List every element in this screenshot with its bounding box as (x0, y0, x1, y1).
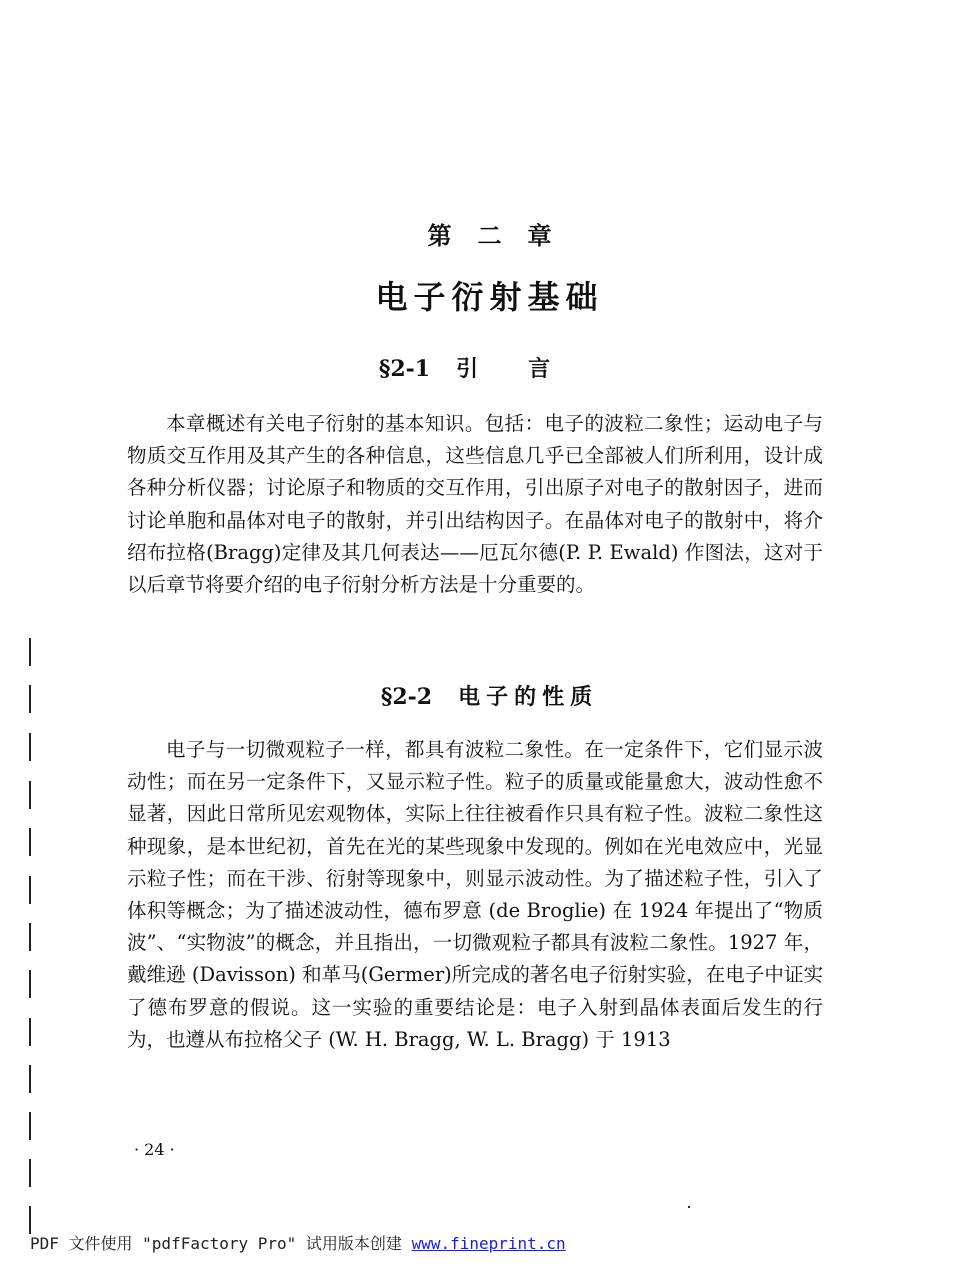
section-number: §2-1 (378, 356, 431, 382)
left-margin-rule (29, 923, 31, 951)
left-margin-rule (29, 685, 31, 713)
section-paragraph: 本章概述有关电子衍射的基本知识。包括：电子的波粒二象性；运动电子与物质交互作用及其产生的各种信息，这些信息几乎已全部被人们所利用，设计成各种分析仪器；讨论原子和物质的交互作用，引出原子对电子的散射因子，进而讨论单胞和晶体对电子的散射，并引出结构因子。在晶体对电子的散射中，将介绍布拉格(Bragg)定律及其几何表达——厄瓦尔德(P. P. Ewald) 作图法，这对于以后章节将要介绍的电子衍射分析方法是十分重要的。 (127, 412, 823, 597)
section-heading-2-2 (0, 680, 979, 711)
left-margin-rule (29, 1018, 31, 1046)
section-title: 电子的性质 (458, 684, 599, 710)
section-heading-2-1 (0, 352, 979, 383)
section-paragraph: 电子与一切微观粒子一样，都具有波粒二象性。在一定条件下，它们显示波动性；而在另一定条件下，又显示粒子性。粒子的质量或能量愈大，波动性愈不显著，因此日常所见宏观物体，实际上往往被看作只具有粒子性。波粒二象性这种现象，是本世纪初，首先在光的某些现象中发现的。例如在光电效应中，光显示粒子性；而在干涉、衍射等现象中，则显示波动性。为了描述粒子性，引入了体积等概念；为了描述波动性，德布罗意 (de Broglie) 在 1924 年提出了“物质波”、“实物波”的概念，并且指出，一切微观粒子都具有波粒二象性。1927 年，戴维逊 (Davisson) 和革马(Germer)所完成的著名电子衍射实验，在电子中证实了德布罗意的假说。这一实验的重要结论是：电子入射到晶体表面后发生的行为，也遵从布拉格父子 (W. H. Bragg, W. L. Bragg) 于 1913 (127, 738, 823, 1051)
footer-text: PDF 文件使用 "pdfFactory Pro" 试用版本创建 (30, 1234, 412, 1253)
left-margin-rule (29, 1159, 31, 1187)
left-margin-rule (29, 828, 31, 856)
left-margin-rule (29, 638, 31, 666)
chapter-title: 电子衍射基础 (375, 278, 604, 316)
left-margin-rule (29, 1065, 31, 1093)
left-margin-rule (29, 1112, 31, 1140)
left-margin-rule (29, 876, 31, 904)
pdf-footer (30, 1231, 566, 1254)
section-number: §2-2 (380, 684, 433, 710)
footer-link[interactable]: www.fineprint.cn (411, 1234, 566, 1253)
scan-speck (688, 1206, 690, 1208)
chapter-label: 第二章 (427, 221, 578, 250)
left-margin-rule (29, 781, 31, 809)
left-margin-rule (29, 970, 31, 998)
page-number: · 24 · (134, 1140, 175, 1159)
section-title: 引言 (456, 356, 601, 382)
left-margin-rule (29, 1206, 31, 1234)
left-margin-rule (29, 733, 31, 761)
